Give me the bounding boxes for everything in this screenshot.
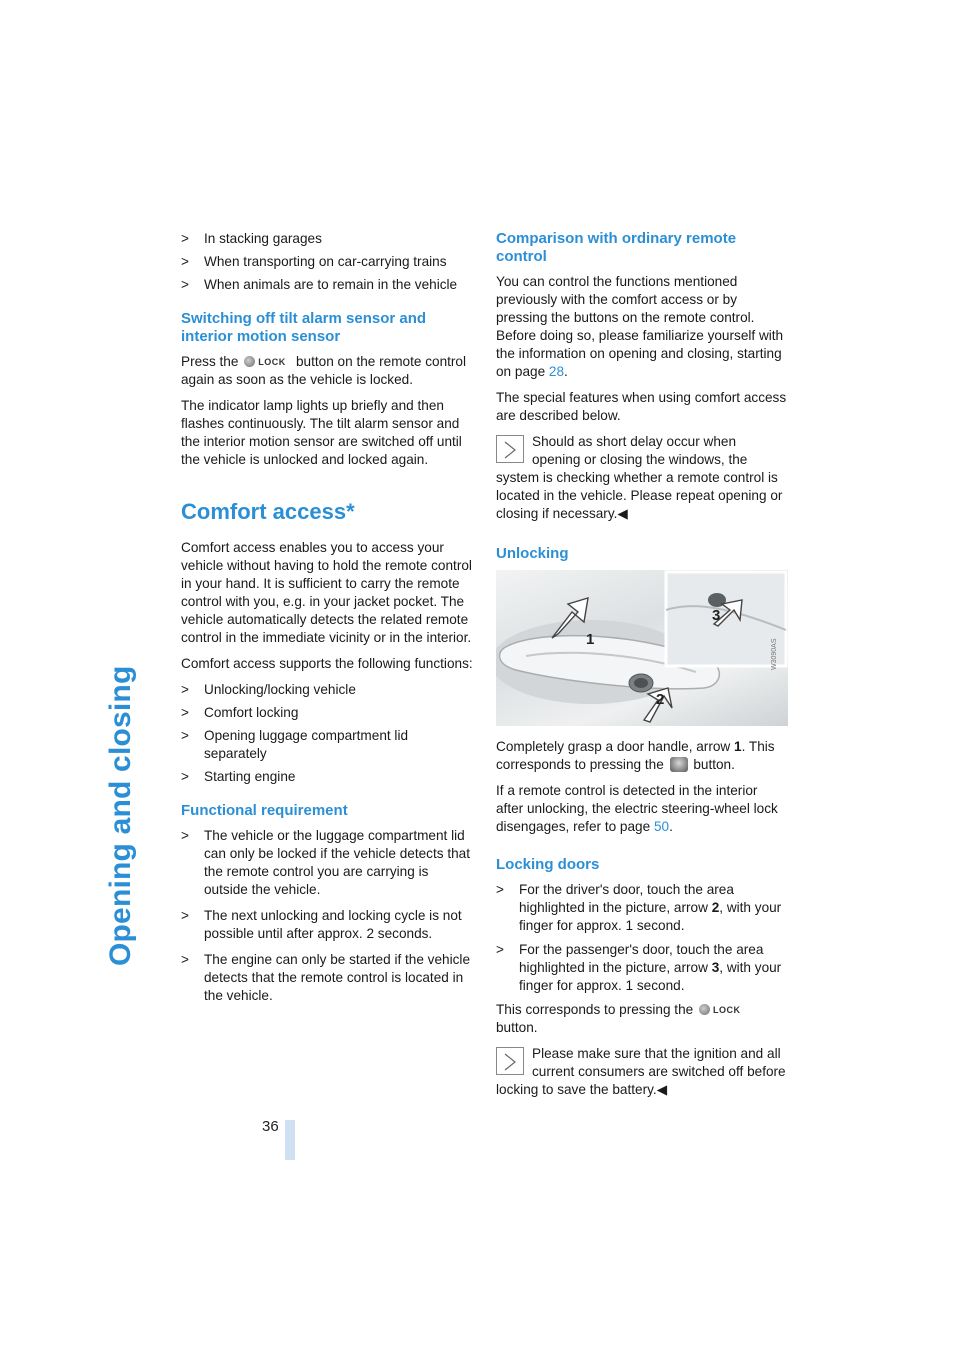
tilt-sensor-heading: Switching off tilt alarm sensor and interior motion sensor	[181, 310, 427, 345]
locking-b2-post: , with your finger for approx. 1 second.	[519, 960, 782, 993]
note-box	[496, 1045, 788, 1099]
lock-button-icon	[697, 1003, 747, 1017]
note-text: Please make sure that the ignition and all current consumers are switched off before locking to save the battery.◀	[496, 1046, 786, 1097]
list-item	[181, 727, 473, 763]
locking-p-pre: This corresponds to pressing the	[496, 1002, 694, 1017]
lock-button-label: LOCK	[258, 357, 286, 367]
comfort-paragraph-1: Comfort access enables you to access your vehicle without having to hold the remote control in your hand. It is sufficient to carry the remote control with you, e.g. in your jacket pocket. The vehicle automatically detects the related remote control in the immediate vicinity or in the interior.	[181, 540, 472, 645]
arrow-ref-3: 3	[711, 960, 720, 975]
comparison-paragraph-2: The special features when using comfort access are described below.	[496, 390, 787, 423]
page-number-bar	[285, 1120, 295, 1160]
locking-paragraph	[496, 1001, 788, 1037]
comfort-access-heading: Comfort access*	[181, 499, 355, 524]
list-item	[181, 681, 473, 699]
list-item	[181, 768, 473, 786]
bullet-marker: >	[181, 952, 189, 967]
list-item-text: Unlocking/locking vehicle	[204, 682, 356, 697]
arrow-ref-1: 1	[734, 739, 742, 754]
door-handle-illustration	[496, 570, 788, 726]
list-item	[496, 881, 788, 935]
section-side-title	[98, 206, 168, 966]
locking-doors-heading: Locking doors	[496, 856, 600, 873]
arrow-label-2: 2	[656, 691, 665, 708]
comparison-p1-pre: You can control the functions mentioned previously with the comfort access or by pressing the buttons on the remote control. Before doing so, please familiarize yourself with the information on opening and closing, starting on page	[496, 274, 784, 379]
door-handle-figure	[496, 570, 788, 726]
lock-button-label: LOCK	[713, 1005, 741, 1015]
locking-b1-post: , with your finger for approx. 1 second.	[519, 900, 782, 933]
note-icon	[496, 1047, 524, 1075]
comfort-bullet-list	[181, 681, 473, 786]
page-link-50[interactable]: 50	[653, 819, 670, 834]
list-item	[181, 704, 473, 722]
page-link-28[interactable]: 28	[548, 364, 565, 379]
list-item-text	[519, 941, 788, 995]
intro-bullet-list	[181, 230, 473, 294]
bullet-marker: >	[181, 769, 189, 784]
tilt-p1-pre: Press the	[181, 354, 239, 369]
list-item-text: The next unlocking and locking cycle is not possible until after approx. 2 seconds.	[204, 908, 462, 941]
comparison-p1-post: .	[564, 364, 568, 379]
bullet-marker: >	[496, 942, 504, 957]
list-item-text	[519, 881, 788, 935]
list-item-text: The engine can only be started if the vehicle detects that the remote control is located in the vehicle.	[204, 952, 471, 1003]
lock-button-icon	[242, 355, 292, 369]
list-item-text: Starting engine	[204, 769, 296, 784]
comparison-heading: Comparison with ordinary remote control	[496, 230, 737, 265]
list-item-text: When transporting on car-carrying trains	[204, 254, 447, 269]
tilt-p1-post: button on the remote control again as soon as the vehicle is locked.	[181, 354, 467, 387]
list-item-text: Comfort locking	[204, 705, 299, 720]
unlock-button-icon	[670, 757, 688, 772]
bullet-marker: >	[181, 254, 189, 269]
note-box	[496, 433, 788, 523]
list-item	[181, 827, 473, 899]
unlocking-heading: Unlocking	[496, 545, 569, 562]
right-column	[496, 230, 788, 1107]
unlock-p2-pre: If a remote control is detected in the interior after unlocking, the electric steering-wheel lock disengages, refer to page	[496, 783, 778, 834]
list-item	[181, 230, 473, 248]
unlock-p1-mid: . This corresponds to pressing the	[496, 739, 775, 772]
locking-b2-pre: For the passenger's door, touch the area highlighted in the picture, arrow	[519, 942, 764, 975]
arrow-label-1: 1	[586, 631, 595, 648]
locking-b1-pre: For the driver's door, touch the area highlighted in the picture, arrow	[519, 882, 734, 915]
locking-bullet-list	[496, 881, 788, 995]
figure-watermark: W3090AS	[771, 638, 778, 670]
unlock-p1-post: button.	[693, 757, 735, 772]
tilt-paragraph-1	[181, 353, 473, 389]
unlock-p1-pre: Completely grasp a door handle, arrow	[496, 739, 731, 754]
unlock-paragraph-2	[496, 782, 788, 836]
comfort-paragraph-2: Comfort access supports the following functions:	[181, 656, 473, 671]
list-item-text: When animals are to remain in the vehicle	[204, 277, 458, 292]
note-icon	[496, 435, 524, 463]
comparison-paragraph-1	[496, 273, 788, 381]
bullet-marker: >	[181, 682, 189, 697]
note-text: Should as short delay occur when opening or closing the windows, the system is checking whether a remote control is located in the vehicle. Please repeat opening or closing if necessary.◀	[496, 434, 783, 521]
page-number: 36	[262, 1118, 279, 1135]
bullet-marker: >	[181, 908, 189, 923]
list-item	[181, 276, 473, 294]
bullet-marker: >	[181, 728, 189, 743]
bullet-marker: >	[181, 231, 189, 246]
section-title-text: Opening and closing	[104, 665, 137, 966]
list-item	[181, 951, 473, 1005]
list-item	[181, 253, 473, 271]
unlock-p2-post: .	[669, 819, 673, 834]
left-column	[181, 230, 473, 1010]
unlock-paragraph-1	[496, 738, 788, 774]
tilt-paragraph-2: The indicator lamp lights up briefly and then flashes continuously. The tilt alarm sensor and the interior motion sensor are switched off until the vehicle is unlocked and locked again.	[181, 398, 462, 467]
list-item-text: Opening luggage compartment lid separately	[204, 728, 409, 761]
list-item-text: In stacking garages	[204, 231, 322, 246]
bullet-marker: >	[496, 882, 504, 897]
arrow-label-3: 3	[712, 607, 721, 624]
bullet-marker: >	[181, 828, 189, 843]
bullet-marker: >	[181, 277, 189, 292]
locking-p-post: button.	[496, 1020, 538, 1035]
list-item-text: The vehicle or the luggage compartment lid can only be locked if the vehicle detects that the remote control you are carrying is outside the vehicle.	[204, 828, 470, 897]
functional-bullet-list	[181, 827, 473, 1005]
functional-requirement-heading: Functional requirement	[181, 802, 348, 819]
list-item	[181, 907, 473, 943]
list-item	[496, 941, 788, 995]
arrow-ref-2: 2	[711, 900, 720, 915]
bullet-marker: >	[181, 705, 189, 720]
